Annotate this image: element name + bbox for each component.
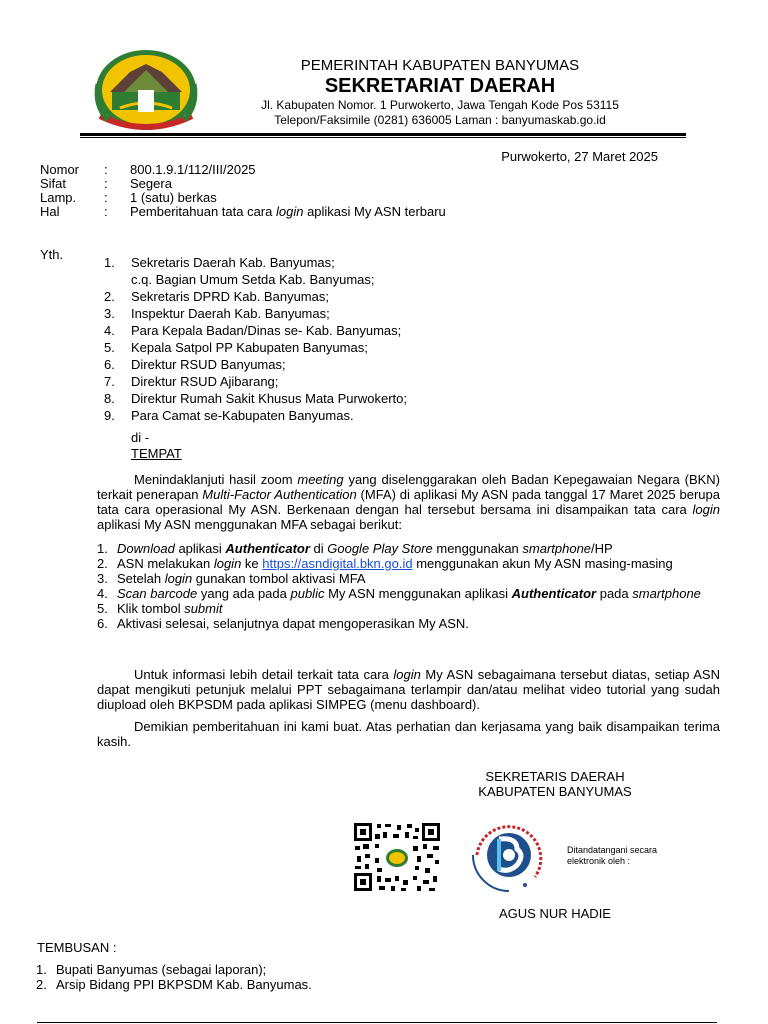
meta-separator: : [104, 176, 108, 191]
list-item: 6. Aktivasi selesai, selanjutnya dapat mengoperasikan My ASN. [97, 616, 469, 631]
signature-title-line2: KABUPATEN BANYUMAS [478, 784, 632, 799]
banyumas-regency-logo [90, 46, 202, 134]
list-item: 4. Para Kepala Badan/Dinas se- Kab. Banyumas; [104, 323, 402, 338]
list-item: 2. Arsip Bidang PPI BKPSDM Kab. Banyumas. [36, 977, 312, 992]
meta-hal-label: Hal [40, 204, 60, 219]
tembusan-label: TEMBUSAN : [37, 940, 117, 955]
list-item: 5. Klik tombol submit [97, 601, 223, 616]
list-item: 7. Direktur RSUD Ajibarang; [104, 374, 279, 389]
letter-date: Purwokerto, 27 Maret 2025 [501, 149, 658, 164]
meta-nomor-label: Nomor [40, 162, 80, 177]
letterhead-rule-thick [80, 133, 686, 136]
esign-caption: Ditandatangani secara elektronik oleh : [567, 845, 658, 866]
list-item: c.q. Bagian Umum Setda Kab. Banyumas; [131, 272, 375, 287]
list-item: 8. Direktur Rumah Sakit Khusus Mata Purwokerto; [104, 391, 407, 406]
list-item: 1. Bupati Banyumas (sebagai laporan); [36, 962, 267, 977]
meta-lamp-value: 1 (satu) berkas [130, 190, 217, 205]
body-paragraph-3: Demikian pemberitahuan ini kami buat. Atas perhatian dan kerjasama yang baik disampaikan terima kasih. [97, 719, 720, 749]
list-item: 9. Para Camat se-Kabupaten Banyumas. [104, 408, 354, 423]
meta-separator: : [104, 204, 108, 219]
di-label: di - [131, 430, 150, 445]
meta-nomor-value: 800.1.9.1/112/III/2025 [130, 162, 256, 177]
list-item: 3. Inspektur Daerah Kab. Banyumas; [104, 306, 330, 321]
meta-separator: : [104, 190, 108, 205]
signatory-name: AGUS NUR HADIE [499, 906, 611, 921]
letterhead-contact: Telepon/Faksimile (0281) 636005 Laman : banyumaskab.go.id [274, 113, 606, 127]
asndigital-link[interactable]: https://asndigital.bkn.go.id [262, 556, 413, 571]
list-item: 1. Download aplikasi Authenticator di Google Play Store menggunakan smartphone/HP [97, 541, 613, 556]
meta-sifat-value: Segera [130, 176, 172, 191]
bsre-seal-icon [465, 815, 553, 895]
signature-title [440, 769, 670, 799]
meta-hal-value: Pemberitahuan tata cara login aplikasi My ASN terbaru [130, 204, 446, 219]
list-item: 4. Scan barcode yang ada pada public My ASN menggunakan aplikasi Authenticator pada smartphone [97, 586, 701, 601]
letterhead-government: PEMERINTAH KABUPATEN BANYUMAS [300, 57, 580, 74]
list-item: 6. Direktur RSUD Banyumas; [104, 357, 286, 372]
yth-label: Yth. [40, 247, 64, 262]
meta-sifat-label: Sifat [40, 176, 67, 191]
recipient-list [104, 254, 407, 424]
list-item: 3. Setelah login gunakan tombol aktivasi MFA [97, 571, 366, 586]
meta-lamp-label: Lamp. [40, 190, 77, 205]
list-item: 1. Sekretaris Daerah Kab. Banyumas; [104, 255, 335, 270]
list-item: 2. Sekretaris DPRD Kab. Banyumas; [104, 289, 329, 304]
footer-rule [37, 1022, 717, 1023]
list-item: 5. Kepala Satpol PP Kabupaten Banyumas; [104, 340, 368, 355]
tempat-label: TEMPAT [131, 446, 182, 461]
letterhead-rule-thin [80, 137, 686, 138]
mfa-steps-list [97, 541, 722, 631]
list-item: 2. ASN melakukan login ke https://asndigital.bkn.go.id menggunakan akun My ASN masing-masing [97, 556, 673, 571]
qr-code-icon [353, 822, 441, 892]
meta-separator: : [104, 162, 108, 177]
body-paragraph-2: Untuk informasi lebih detail terkait tata cara login My ASN sebagaimana tersebut diatas, setiap ASN dapat mengikuti petunjuk melalui PPT sebagaimana terlampir dan/atau melihat video tutorial yang sudah diupload oleh BKPSDM pada aplikasi SIMPEG (menu dashboard). [97, 667, 720, 712]
signature-title-line1: SEKRETARIS DAERAH [485, 769, 625, 784]
body-paragraph-1: Menindaklanjuti hasil zoom meeting yang diselenggarakan oleh Badan Kepegawaian Negara (BKN) terkait penerapan Multi-Factor Authentication (MFA) di aplikasi My ASN pada tanggal 17 Maret 2025 berupa tata cara operasional My ASN. Berkenaan dengan hal tersebut bersama ini disampaikan tata cara login aplikasi My ASN menggunakan MFA sebagai berikut: [97, 472, 720, 532]
letterhead-address: Jl. Kabupaten Nomor. 1 Purwokerto, Jawa Tengah Kode Pos 53115 [261, 98, 619, 112]
tembusan-list [36, 962, 312, 992]
letterhead-institution: SEKRETARIAT DAERAH [324, 75, 556, 97]
